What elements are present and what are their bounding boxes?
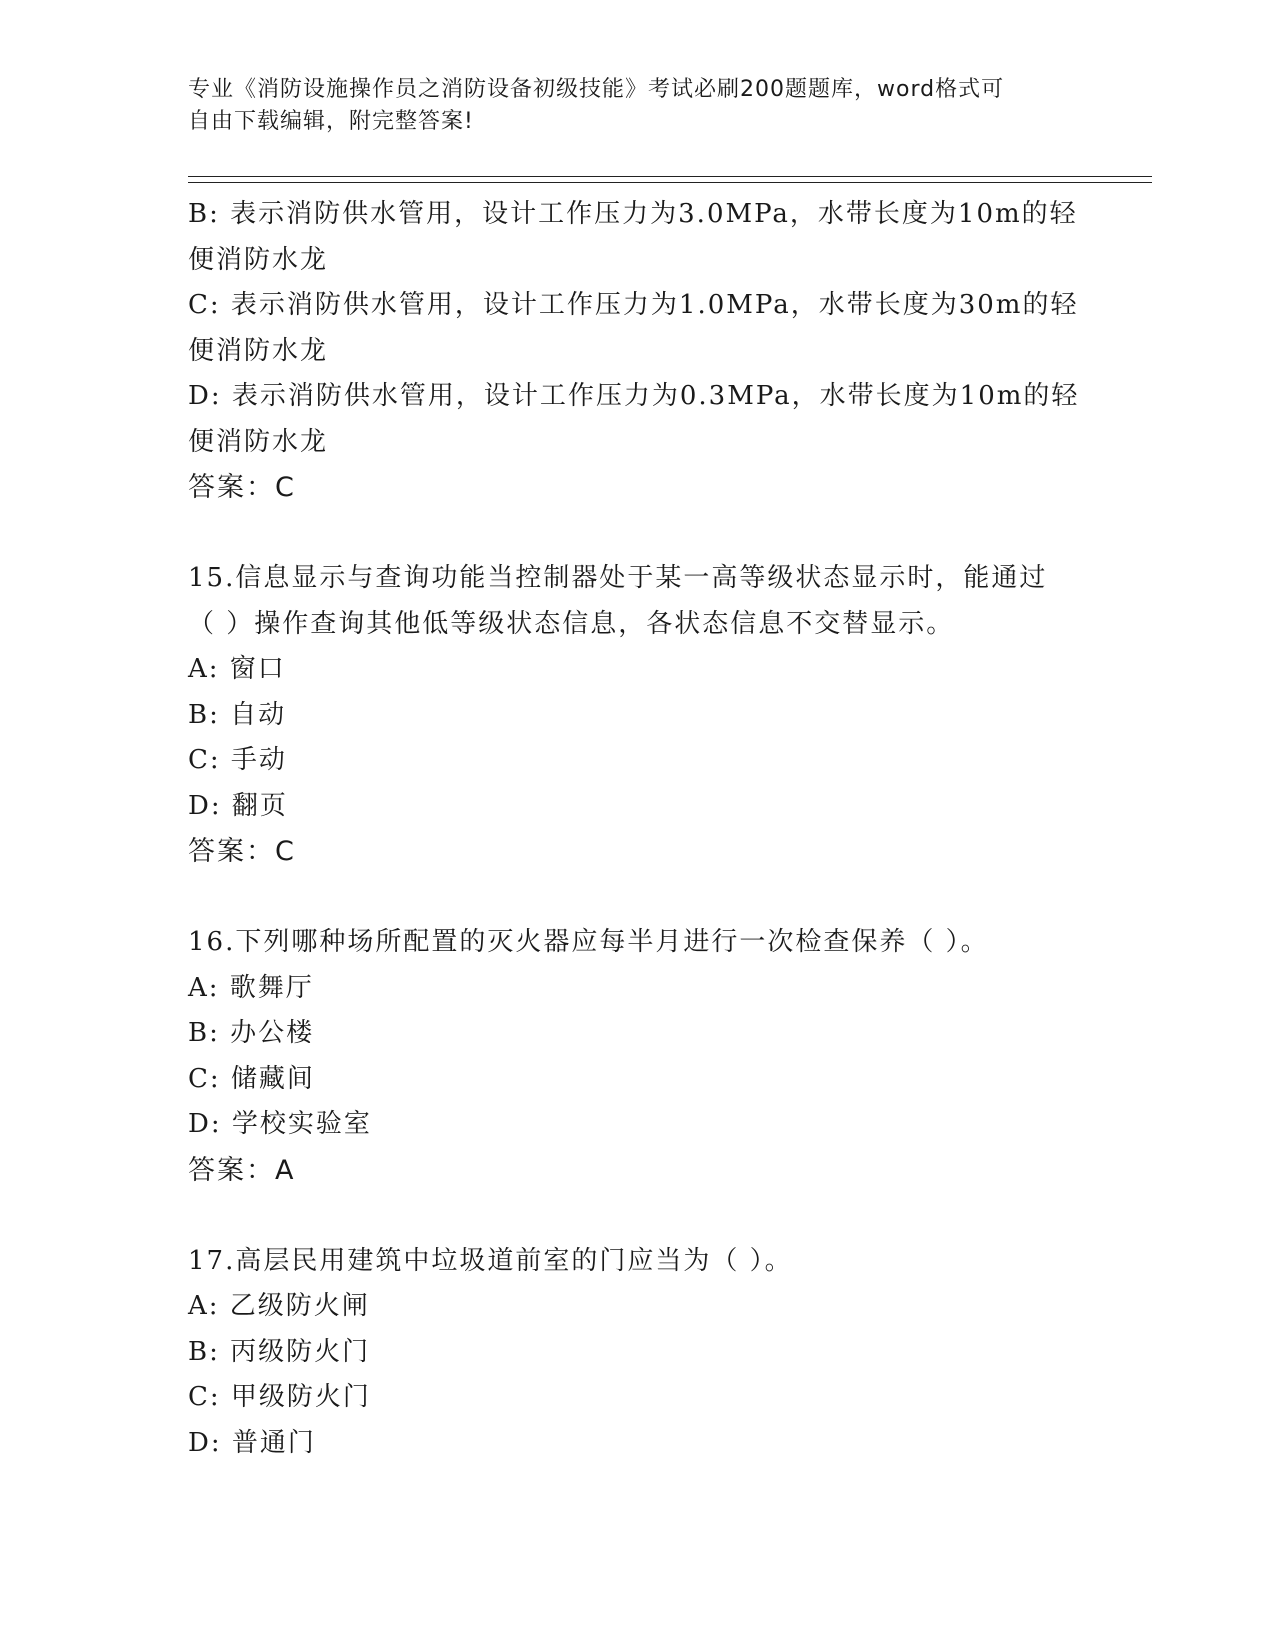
answer-line: 答案：A bbox=[188, 1154, 296, 1186]
header-divider-bottom bbox=[188, 182, 1152, 183]
text-line: D: 表示消防供水管用，设计工作压力为0.3MPa，水带长度为10m的轻 bbox=[188, 381, 1080, 411]
text-line: （ ）操作查询其他低等级状态信息，各状态信息不交替显示。 bbox=[188, 608, 955, 639]
text-line: D: 普通门 bbox=[188, 1427, 316, 1458]
text-line: C: 储藏间 bbox=[188, 1063, 315, 1094]
text-line: 便消防水龙 bbox=[188, 244, 329, 275]
answer-line: 答案：C bbox=[188, 472, 296, 503]
paragraph-gap bbox=[188, 511, 1088, 557]
text-line: A: 窗口 bbox=[188, 654, 286, 684]
text-line: B: 办公楼 bbox=[188, 1018, 315, 1048]
text-line: 便消防水龙 bbox=[188, 335, 329, 366]
header-divider-top bbox=[188, 176, 1152, 177]
question-content bbox=[188, 192, 1088, 1466]
text-line: B: 自动 bbox=[188, 699, 287, 730]
text-line: C: 甲级防火门 bbox=[188, 1382, 371, 1412]
header-line-2: 自由下载编辑，附完整答案! bbox=[188, 109, 474, 134]
text-line: B: 表示消防供水管用，设计工作压力为3.0MPa，水带长度为10m的轻 bbox=[188, 199, 1078, 229]
header-line-1: 专业《消防设施操作员之消防设备初级技能》考试必刷200题题库，word格式可 bbox=[188, 77, 1005, 102]
text-line: A: 乙级防火闸 bbox=[188, 1291, 370, 1321]
text-line: D: 翻页 bbox=[188, 790, 288, 821]
text-line: A: 歌舞厅 bbox=[188, 972, 314, 1003]
answer-line: 答案：C bbox=[188, 836, 296, 867]
text-line: 便消防水龙 bbox=[188, 426, 329, 457]
text-line: C: 表示消防供水管用，设计工作压力为1.0MPa，水带长度为30m的轻 bbox=[188, 290, 1079, 320]
text-line: C: 手动 bbox=[188, 745, 287, 775]
text-line: B: 丙级防火门 bbox=[188, 1336, 371, 1367]
paragraph-gap bbox=[188, 1193, 1088, 1239]
paragraph-gap bbox=[188, 875, 1088, 921]
text-line: 17.高层民用建筑中垃圾道前室的门应当为（ ）。 bbox=[188, 1245, 793, 1276]
text-line: 16.下列哪种场所配置的灭火器应每半月进行一次检查保养（ ）。 bbox=[188, 927, 989, 957]
document-header bbox=[188, 74, 1088, 138]
text-line: 15.信息显示与查询功能当控制器处于某一高等级状态显示时，能通过 bbox=[188, 563, 1048, 593]
text-line: D: 学校实验室 bbox=[188, 1109, 372, 1139]
